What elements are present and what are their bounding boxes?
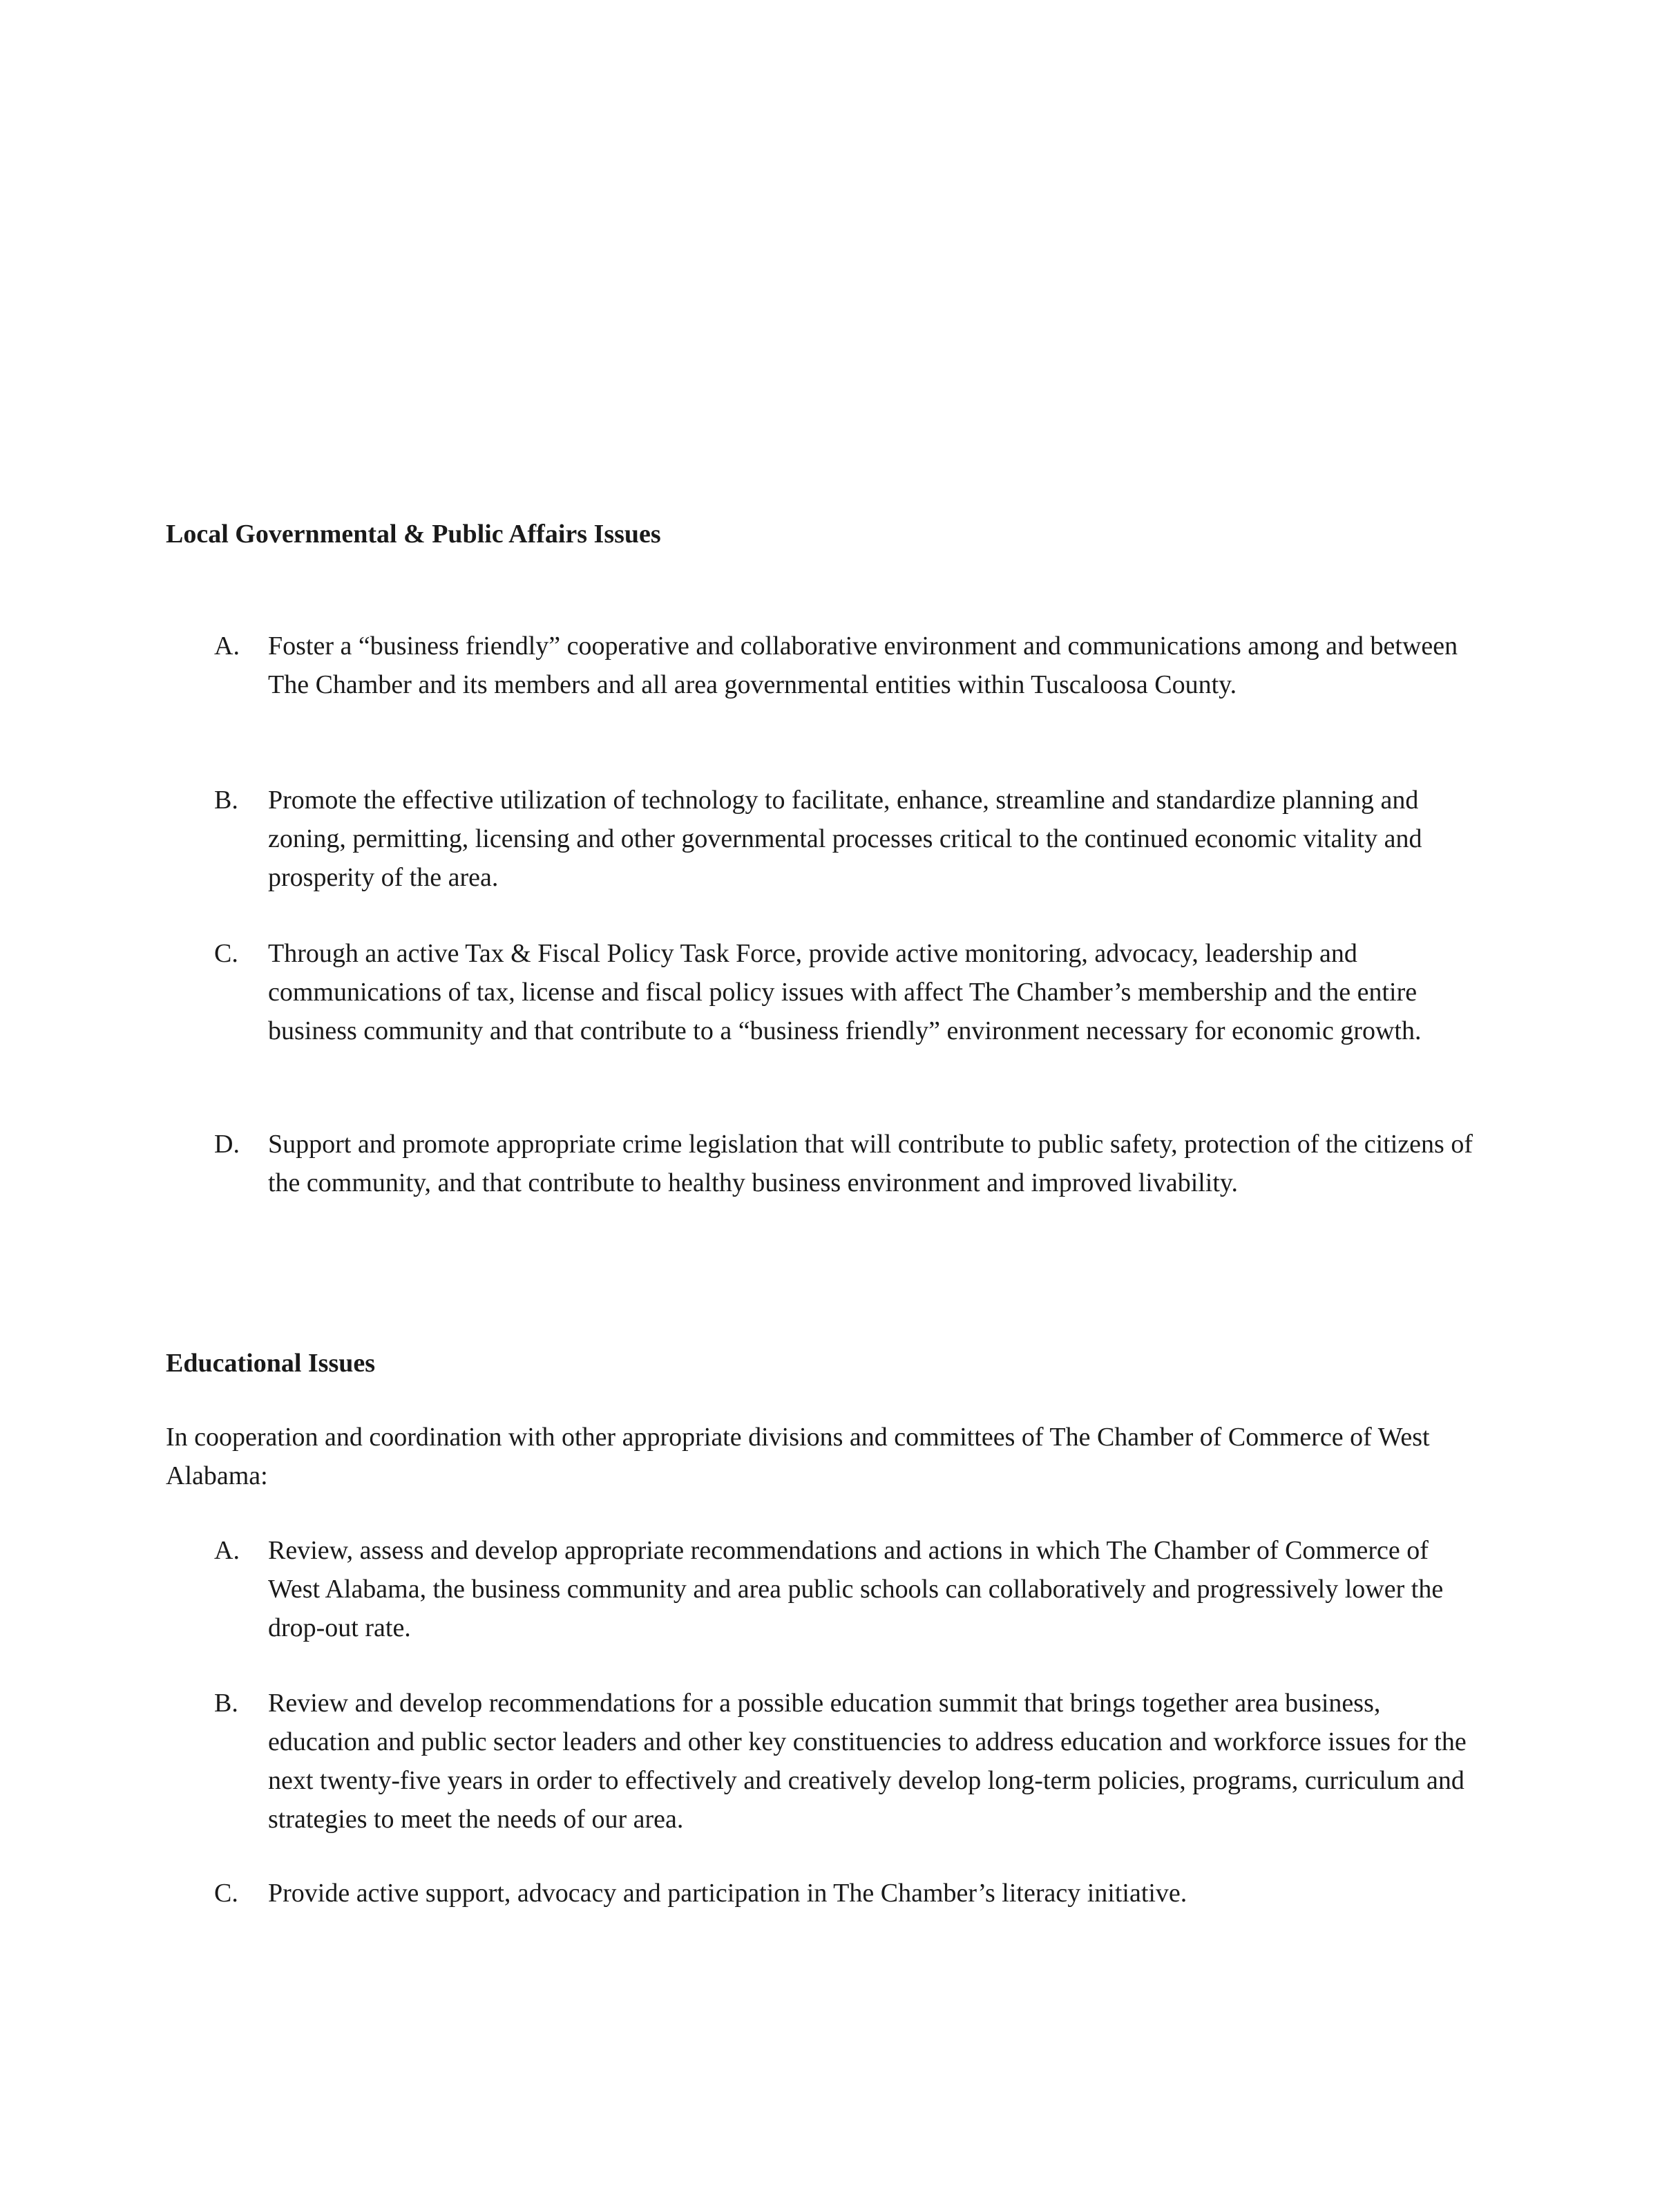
list-item: [214, 1125, 1478, 1202]
section-intro: [166, 1418, 1534, 1495]
list-item: [214, 1531, 1478, 1647]
section-heading: Local Governmental & Public Affairs Issues: [166, 520, 661, 549]
list-item: [214, 1874, 1478, 1913]
list-item: [214, 781, 1478, 897]
list-marker: B.: [214, 1689, 238, 1718]
list-marker: A.: [214, 1536, 240, 1565]
list-item-text: Review, assess and develop appropriate recommendations and actions in which The Chamber of Commerce of West Alabama, the business community and area public schools can collaboratively and progressively lower the drop-out rate.: [268, 1536, 1444, 1642]
list-item-text: Provide active support, advocacy and participation in The Chamber’s literacy initiative.: [268, 1879, 1187, 1908]
list-marker: A.: [214, 632, 240, 661]
list-item-text: Foster a “business friendly” cooperative and collaborative environment and communications among and between The Chamber and its members and all area governmental entities within Tuscaloosa County.: [268, 632, 1458, 699]
list-marker: D.: [214, 1130, 240, 1159]
intro-paragraph: In cooperation and coordination with other appropriate divisions and committees of The Chamber of Commerce of West Alabama:: [166, 1423, 1430, 1490]
section-educational: [166, 1345, 1534, 1382]
list-item-text: Promote the effective utilization of technology to facilitate, enhance, streamline and standardize planning and zoning, permitting, licensing and other governmental processes critical to the continued economic vitality and prosperity of the area.: [268, 786, 1422, 892]
section-heading: Educational Issues: [166, 1349, 376, 1378]
list-marker: B.: [214, 786, 238, 815]
list-item-text: Through an active Tax & Fiscal Policy Task Force, provide active monitoring, advocacy, leadership and communications of tax, license and fiscal policy issues with affect The Chamber’s membership and the entire business community and that contribute to a “business friendly” environment necessary for economic growth.: [268, 939, 1422, 1045]
list-item-text: Review and develop recommendations for a possible education summit that brings together area business, education and public sector leaders and other key constituencies to address education and workforce issues for the next twenty-five years in order to effectively and creatively develop long-term policies, programs, curriculum and strategies to meet the needs of our area.: [268, 1689, 1467, 1834]
list-item-text: Support and promote appropriate crime legislation that will contribute to public safety, protection of the citizens of the community, and that contribute to healthy business environment and improved livability.: [268, 1130, 1473, 1197]
list-marker: C.: [214, 939, 238, 968]
list-item: [214, 934, 1478, 1050]
list-marker: C.: [214, 1879, 238, 1908]
section-local-governmental: [166, 515, 1534, 553]
list-item: [214, 627, 1478, 704]
list-item: [214, 1684, 1478, 1839]
